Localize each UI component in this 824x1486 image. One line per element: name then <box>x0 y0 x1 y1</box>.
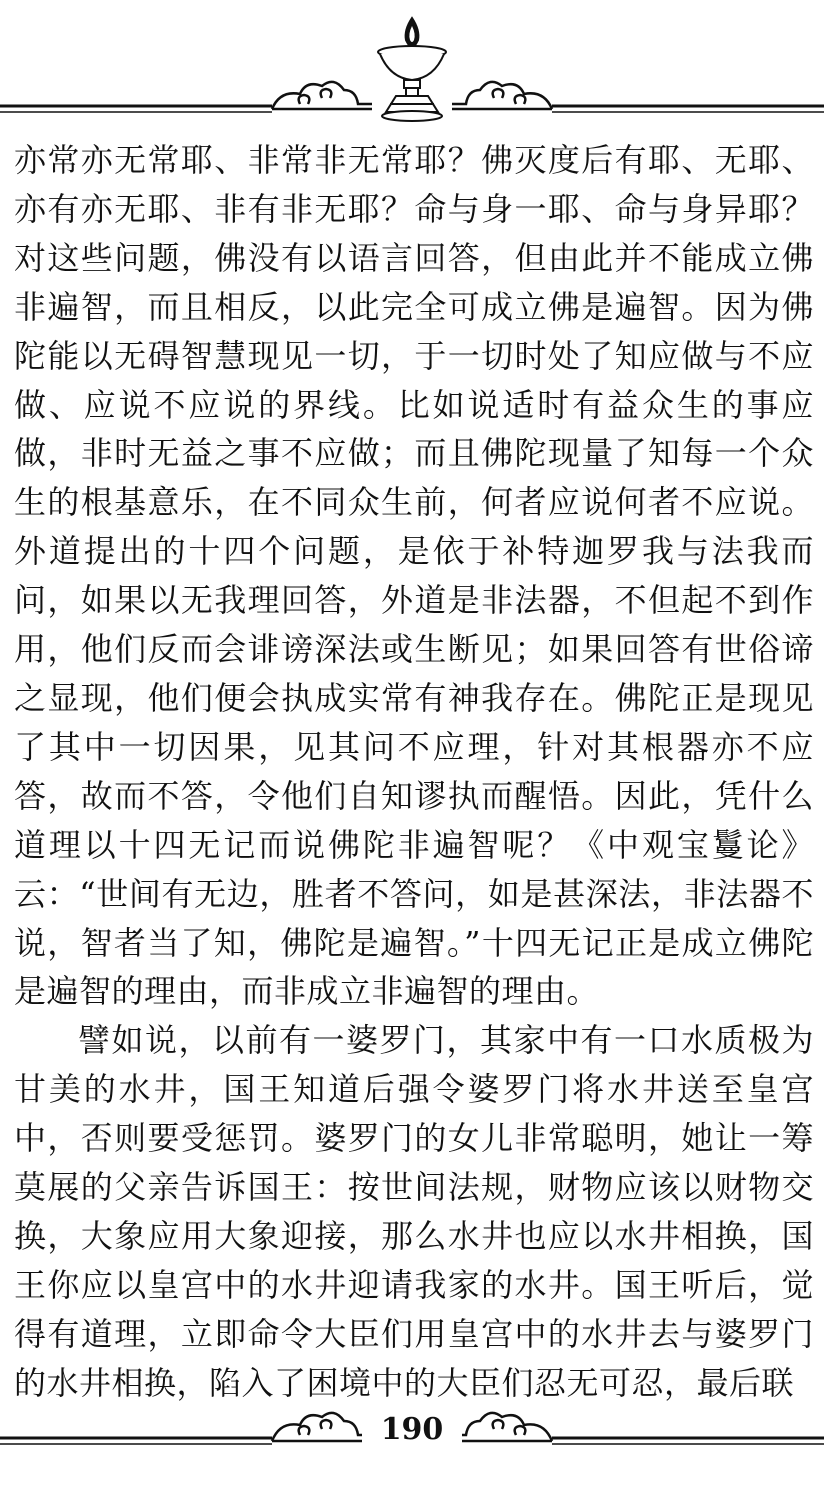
header-ornament <box>0 0 824 130</box>
paragraph-2: 譬如说，以前有一婆罗门，其家中有一口水质极为甘美的水井，国王知道后强令婆罗门将水井送至皇宫中，否则要受惩罚。婆罗门的女儿非常聪明，她让一筹莫展的父亲告诉国王：按世间法规，财物应该以财物交换，大象应用大象迎接，那么水井也应以水井相换，国王你应以皇宫中的水井迎请我家的水井。国王听后，觉得有道理，立即命令大臣们用皇宫中的水井去与婆罗门的水井相换，陷入了困境中的大臣们忍无可忍，最后联 <box>14 1021 814 1402</box>
butter-lamp-ornament-icon <box>0 0 824 130</box>
page-body <box>14 136 814 1408</box>
paragraph-1: 亦常亦无常耶、非常非无常耶？佛灭度后有耶、无耶、亦有亦无耶、非有非无耶？命与身一耶、命与身异耶？对这些问题，佛没有以语言回答，但由此并不能成立佛非遍智，而且相反，以此完全可成立佛是遍智。因为佛陀能以无碍智慧现见一切，于一切时处了知应做与不应做、应说不应说的界线。比如说适时有益众生的事应做，非时无益之事不应做；而且佛陀现量了知每一个众生的根基意乐，在不同众生前，何者应说何者不应说。外道提出的十四个问题，是依于补特迦罗我与法我而问，如果以无我理回答，外道是非法器，不但起不到作用，他们反而会诽谤深法或生断见；如果回答有世俗谛之显现，他们便会执成实常有神我存在。佛陀正是现见了其中一切因果，见其问不应理，针对其根器亦不应答，故而不答，令他们自知谬执而醒悟。因此，凭什么道理以十四无记而说佛陀非遍智呢？《中观宝鬘论》云：“世间有无边，胜者不答问，如是甚深法，非法器不说，智者当了知，佛陀是遍智。”十四无记正是成立佛陀是遍智的理由，而非成立非遍智的理由。 <box>14 141 814 1011</box>
page-number: 190 <box>380 1412 444 1447</box>
